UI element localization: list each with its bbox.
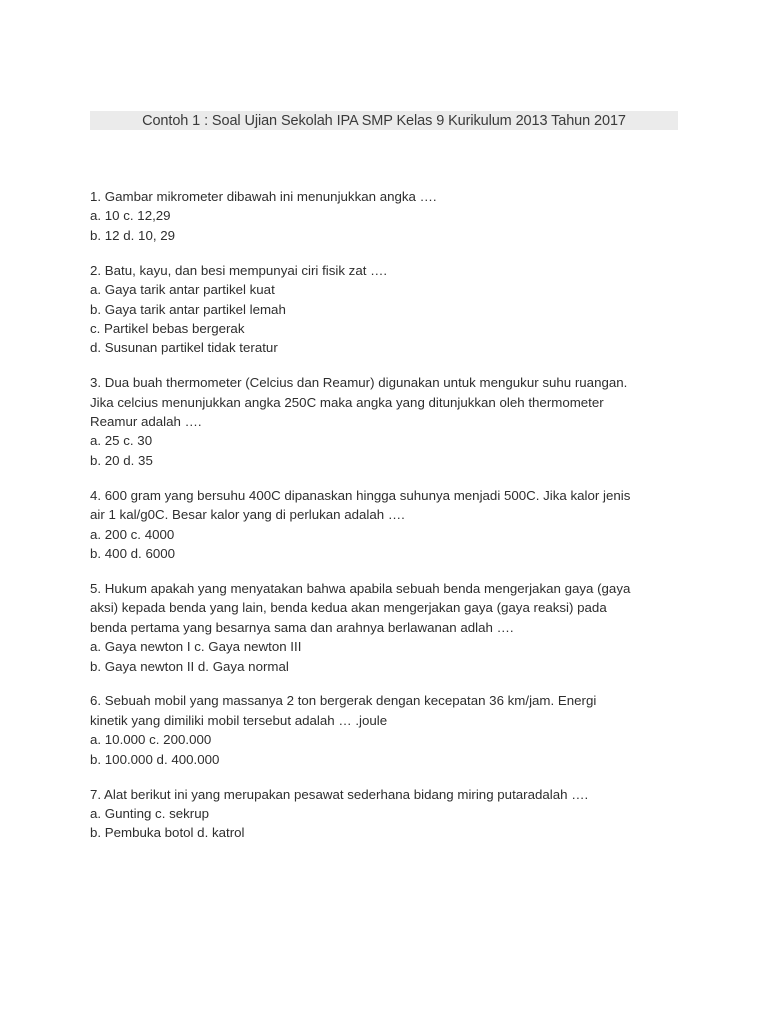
question-4-text-line-1: 4. 600 gram yang bersuhu 400C dipanaskan hingga suhunya menjadi 500C. Jika kalor jenis [90, 487, 631, 503]
question-3-text-line-3: Reamur adalah …. [90, 414, 202, 430]
question-1-options-a-c: a. 10 c. 12,29 [90, 208, 171, 224]
question-5-options-a-c: a. Gaya newton I c. Gaya newton III [90, 639, 302, 655]
question-4-options-a-c: a. 200 c. 4000 [90, 526, 175, 542]
question-3-options-b-d: b. 20 d. 35 [90, 452, 153, 468]
question-2 [90, 261, 690, 358]
question-1-text: 1. Gambar mikrometer dibawah ini menunjukkan angka …. [90, 189, 437, 204]
question-1 [90, 187, 690, 245]
question-7-options-b-d: b. Pembuka botol d. katrol [90, 825, 245, 841]
question-3-options-a-c: a. 25 c. 30 [90, 433, 153, 449]
question-6 [90, 691, 690, 769]
question-2-option-b: b. Gaya tarik antar partikel lemah [90, 301, 286, 317]
document-title: Contoh 1 : Soal Ujian Sekolah IPA SMP Kelas 9 Kurikulum 2013 Tahun 2017 [142, 112, 626, 129]
question-6-text-line-1: 6. Sebuah mobil yang massanya 2 ton bergerak dengan kecepatan 36 km/jam. Energi [90, 693, 597, 709]
question-5 [90, 579, 690, 676]
question-4 [90, 486, 690, 564]
question-3-text-line-1: 3. Dua buah thermometer (Celcius dan Reamur) digunakan untuk mengukur suhu ruangan. [90, 375, 628, 391]
question-list [90, 187, 690, 858]
question-4-text-line-2: air 1 kal/g0C. Besar kalor yang di perlukan adalah …. [90, 507, 405, 523]
question-2-text: 2. Batu, kayu, dan besi mempunyai ciri fisik zat …. [90, 262, 388, 278]
question-7 [90, 785, 690, 843]
title-bar [90, 111, 678, 130]
question-3 [90, 373, 690, 470]
question-7-text: 7. Alat berikut ini yang merupakan pesawat sederhana bidang miring putaradalah …. [90, 786, 589, 802]
question-5-text-line-3: benda pertama yang besarnya sama dan arahnya berlawanan adlah …. [90, 619, 514, 635]
question-7-options-a-c: a. Gunting c. sekrup [90, 805, 209, 821]
question-5-text-line-1: 5. Hukum apakah yang menyatakan bahwa apabila sebuah benda mengerjakan gaya (gaya [90, 580, 631, 596]
question-2-option-d: d. Susunan partikel tidak teratur [90, 340, 278, 356]
question-6-options-b-d: b. 100.000 d. 400.000 [90, 751, 220, 767]
question-1-options-b-d: b. 12 d. 10, 29 [90, 227, 176, 243]
question-5-text-line-2: aksi) kepada benda yang lain, benda kedua akan mengerjakan gaya (gaya reaksi) pada [90, 600, 607, 616]
question-6-options-a-c: a. 10.000 c. 200.000 [90, 732, 212, 748]
question-4-options-b-d: b. 400 d. 6000 [90, 546, 176, 561]
question-3-text-line-2: Jika celcius menunjukkan angka 250C maka angka yang ditunjukkan oleh thermometer [90, 394, 604, 410]
question-2-option-a: a. Gaya tarik antar partikel kuat [90, 282, 275, 298]
question-5-options-b-d: b. Gaya newton II d. Gaya normal [90, 658, 289, 674]
question-2-option-c: c. Partikel bebas bergerak [90, 320, 245, 336]
question-6-text-line-2: kinetik yang dimiliki mobil tersebut adalah … .joule [90, 712, 388, 728]
